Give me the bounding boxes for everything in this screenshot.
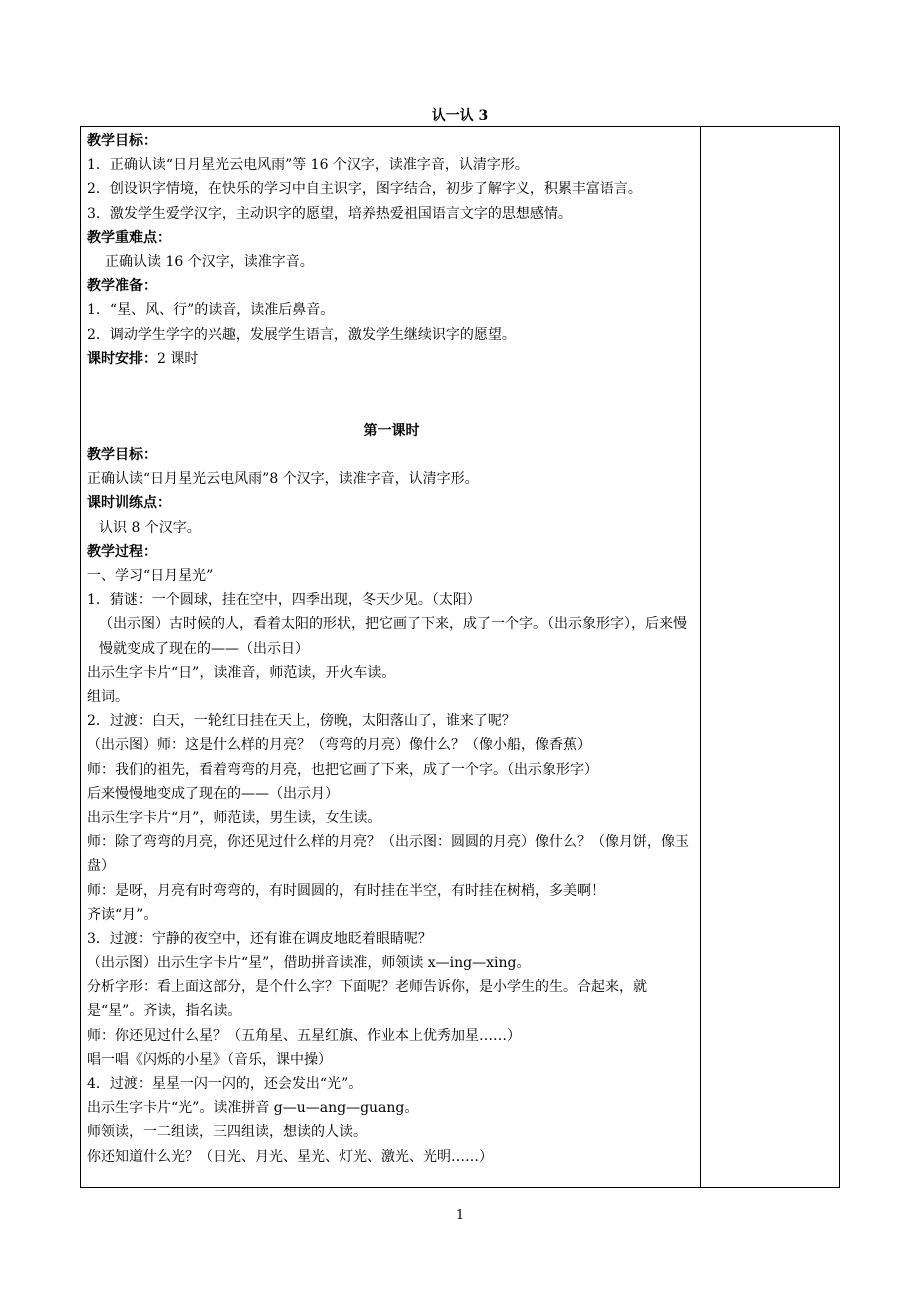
objective-3: 3．激发学生爱学汉字，主动识字的愿望，培养热爱祖国语言文字的思想感情。 (87, 205, 572, 222)
schedule-label: 课时安排： (87, 350, 157, 367)
heading-process: 教学过程： (87, 543, 157, 560)
spacer (87, 371, 696, 419)
heading-key-points: 教学重难点： (87, 229, 171, 246)
process-line: 师：是呀，月亮有时弯弯的，有时圆圆的，有时挂在半空，有时挂在树梢，多美啊！ (87, 882, 605, 899)
heading-lesson-objectives: 教学目标： (87, 447, 157, 464)
process-line: 2．过渡：白天，一轮红日挂在天上，傍晚，太阳落山了，谁来了呢？ (87, 713, 516, 730)
process-line: 后来慢慢地变成了现在的——（出示月） (87, 785, 339, 802)
preparation-2: 2．调动学生学字的兴趣，发展学生语言，激发学生继续识字的愿望。 (87, 326, 516, 343)
process-line: （出示图）师：这是什么样的月亮？（弯弯的月亮）像什么？（像小船，像香蕉） (87, 737, 591, 754)
process-line: （出示图）出示生字卡片“星”，借助拼音读准，师领读 x—ing—xing。 (87, 955, 531, 972)
process-part-1: 一、学习“日月星光” (87, 568, 214, 585)
process-line: 3．过渡：宁静的夜空中，还有谁在调皮地眨着眼睛呢？ (87, 930, 432, 947)
process-line: 分析字形：看上面这部分，是个什么字？下面呢？老师告诉你，是小学生的生。合起来，就是“星”。齐读，指名读。 (87, 979, 647, 1020)
process-line: 出示生字卡片“光”。读准拼音 g—u—ang—guang。 (87, 1100, 419, 1117)
preparation-1: 1．“星、风、行”的读音，读准后鼻音。 (87, 302, 335, 319)
column-divider (700, 127, 701, 1187)
lesson-objective: 正确认读“日月星光云电风雨”8 个汉字，读准字音，认清字形。 (87, 471, 479, 488)
lesson-title: 认一认 3 (431, 108, 489, 124)
schedule-value: 2 课时 (157, 350, 199, 367)
process-line: 1．猜谜：一个圆球，挂在空中，四季出现，冬天少见。（太阳） (87, 592, 481, 609)
process-line: 齐读“月”。 (87, 906, 158, 923)
process-line: 师领读，一二组读，三四组读，想读的人读。 (87, 1124, 367, 1141)
process-line: （出示图）古时候的人，看着太阳的形状，把它画了下来，成了一个字。（出示象形字），后来慢慢就变成了现在的——（出示日） (99, 616, 687, 657)
process-line: 4．过渡：星星一闪一闪的，还会发出“光”。 (87, 1076, 363, 1093)
heading-preparation: 教学准备： (87, 278, 157, 295)
training-point: 认识 8 个汉字。 (99, 519, 201, 536)
process-line: 师：我们的祖先，看着弯弯的月亮，也把它画了下来，成了一个字。（出示象形字） (87, 761, 598, 778)
lesson-body (87, 129, 696, 1169)
process-line: 师：除了弯弯的月亮，你还见过什么样的月亮？（出示图：圆圆的月亮）像什么？（像月饼，像玉盘） (87, 834, 689, 875)
process-line: 唱一唱《闪烁的小星》（音乐，课中操） (87, 1051, 332, 1068)
process-line: 组词。 (87, 688, 129, 705)
heading-training-point: 课时训练点： (87, 495, 171, 512)
objective-2: 2．创设识字情境，在快乐的学习中自主识字，图字结合，初步了解字义，积累丰富语言。 (87, 181, 642, 198)
process-line: 师：你还见过什么星？（五角星、五星红旗、作业本上优秀加星……） (87, 1027, 521, 1044)
key-points-text: 正确认读 16 个汉字，读准字音。 (105, 253, 314, 270)
section-first-lesson: 第一课时 (363, 422, 420, 439)
process-line: 你还知道什么光？（日光、月光、星光、灯光、激光、光明……） (87, 1148, 493, 1165)
page-number: 1 (455, 1208, 465, 1223)
objective-1: 1．正确认读“日月星光云电风雨”等 16 个汉字，读准字音，认清字形。 (87, 157, 529, 174)
process-line: 出示生字卡片“日”，读准音，师范读，开火车读。 (87, 664, 396, 681)
lesson-table (80, 126, 840, 1188)
process-line: 出示生字卡片“月”，师范读，男生读，女生读。 (87, 809, 382, 826)
heading-objectives: 教学目标： (87, 133, 157, 149)
schedule-line (87, 347, 696, 371)
